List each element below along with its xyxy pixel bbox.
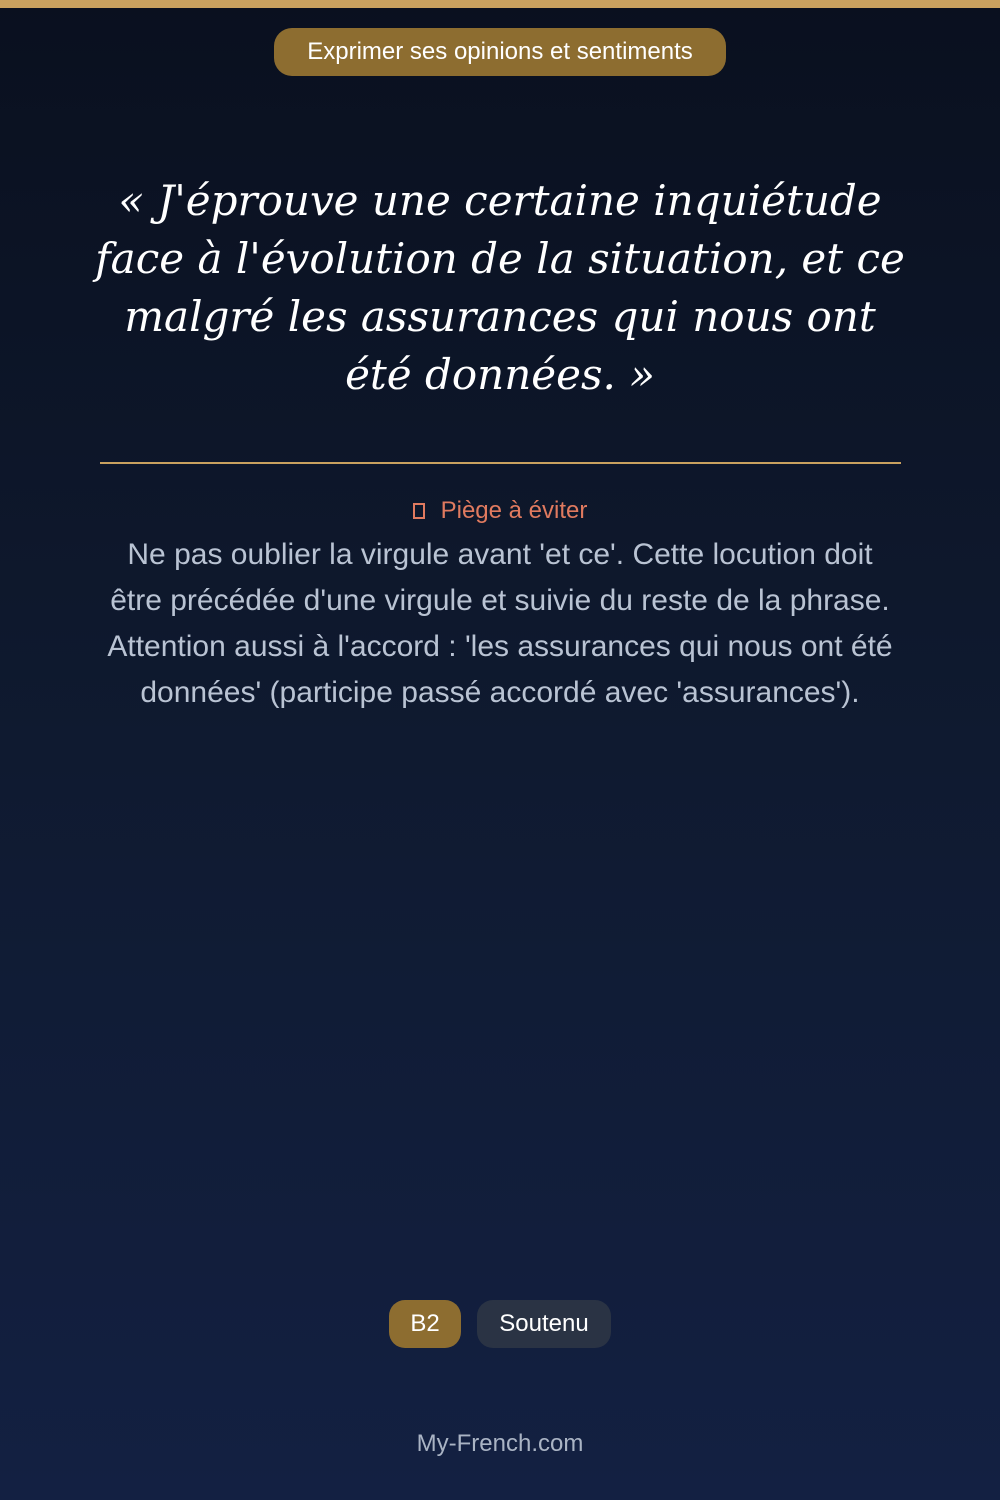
category-pill: Exprimer ses opinions et sentiments [274,28,726,76]
divider [100,462,901,464]
quote-text: « J'éprouve une certaine inquiétude face à l'évolution de la situation, et ce malgré les assurances qui nous ont été données. » [95,176,905,399]
level-badge: B2 [389,1300,461,1348]
pitfall-text: Ne pas oublier la virgule avant 'et ce'. Cette locution doit être précédée d'une virgule et suivie du reste de la phrase. Attention aussi à l'accord : 'les assurances qui nous ont été données' (participe passé accordé avec 'assurances'). [107,538,893,709]
pitfall-title: Piège à éviter [440,497,588,524]
pitfall-heading [0,496,1000,526]
top-accent-bar [0,0,1000,8]
badge-row [0,1300,1000,1348]
site-name: My-French.com [416,1430,584,1457]
warning-box-icon [413,503,425,519]
register-badge: Soutenu [477,1300,611,1348]
